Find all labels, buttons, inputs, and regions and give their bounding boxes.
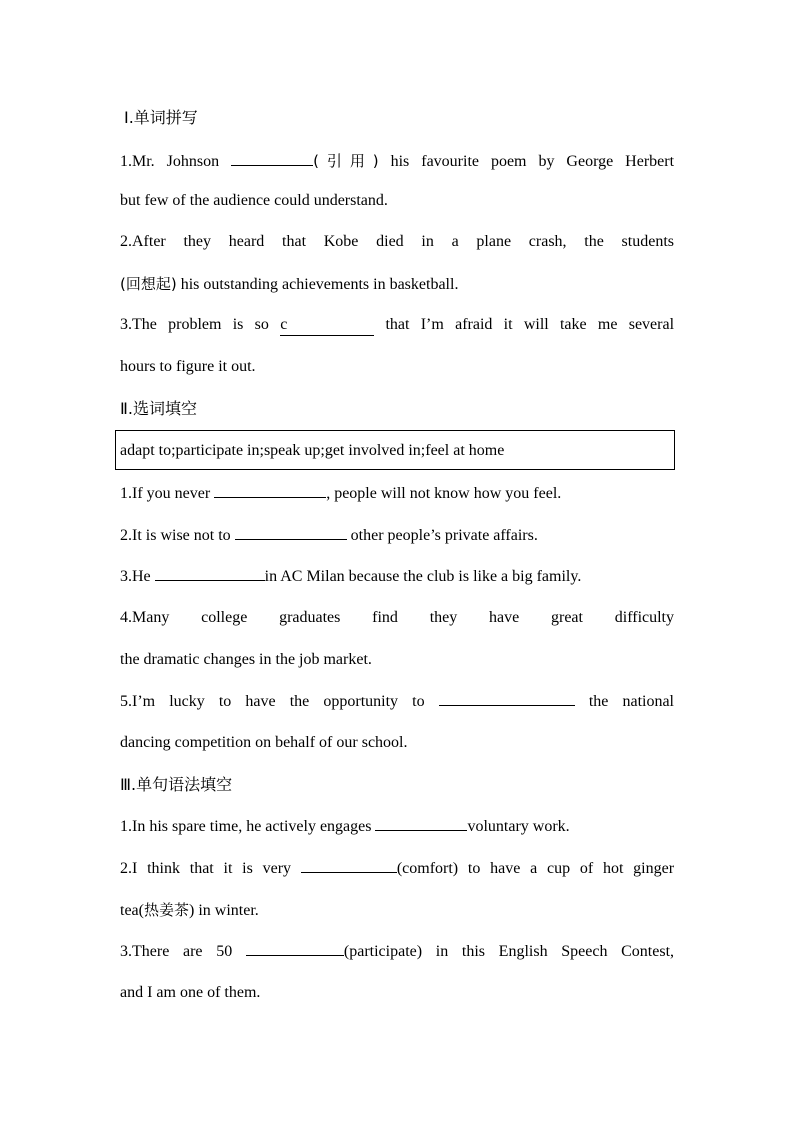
section-2-heading: Ⅱ.选词填空 xyxy=(120,399,197,418)
s1-q1-pre: Mr. Johnson xyxy=(132,153,220,170)
s2-q5-continuation: dancing competition on behalf of our school. xyxy=(120,734,408,751)
s2-q3-blank[interactable] xyxy=(155,566,265,581)
s2-question-5 xyxy=(120,691,674,712)
s2-q2-post: other people’s private affairs. xyxy=(350,527,538,544)
s2-q5-post: the national xyxy=(588,693,675,710)
word-bank-box xyxy=(115,430,675,470)
s3-q3-hint: (participate) xyxy=(343,943,423,960)
s3-q1-blank[interactable] xyxy=(375,816,467,831)
s2-q4-continuation: the dramatic changes in the job market. xyxy=(120,651,372,668)
section-3-heading: Ⅲ.单句语法填空 xyxy=(120,775,233,794)
s2-q3-pre: 3.He xyxy=(120,568,151,585)
s1-q1-hint: (引用) xyxy=(313,152,379,170)
s3-q1-pre: 1.In his spare time, he actively engages xyxy=(120,818,372,835)
s2-q2-pre: 2.It is wise not to xyxy=(120,527,231,544)
s3-q2-pre: 2.I think that it is very xyxy=(120,860,292,877)
s3-q2-blank[interactable] xyxy=(301,858,397,873)
s1-q3-blank[interactable] xyxy=(280,315,374,336)
s1-q3-post: that I’m afraid it will take me several xyxy=(385,316,675,333)
s1-q2-hint: (回想起) xyxy=(120,275,177,293)
s2-q3-post: in AC Milan because the club is like a big family. xyxy=(264,568,582,585)
s3-q3-pre: 3.There are 50 xyxy=(120,943,233,960)
s2-question-4: 4.Many college graduates find they have great difficulty xyxy=(120,609,674,626)
s1-q1-number: 1. xyxy=(120,153,132,170)
word-bank-text: adapt to;participate in;speak up;get involved in;feel at home xyxy=(120,442,505,459)
s1-q2-line-2 xyxy=(120,274,674,295)
s3-question-3 xyxy=(120,941,674,962)
s2-q1-pre: 1.If you never xyxy=(120,485,211,502)
s3-q2-cont-post: ) in winter. xyxy=(189,902,259,919)
s3-question-1 xyxy=(120,816,674,837)
s1-q3-first-letter: c xyxy=(280,316,288,333)
s1-q1-continuation: but few of the audience could understand. xyxy=(120,192,388,209)
s3-q2-hint: (comfort) xyxy=(396,860,459,877)
s3-q2-post: to have a cup of hot ginger xyxy=(467,860,675,877)
s3-q3-post: in this English Speech Contest, xyxy=(435,943,675,960)
s3-question-2 xyxy=(120,858,674,879)
s1-q1-post: his favourite poem by George Herbert xyxy=(390,153,675,170)
s2-q1-blank[interactable] xyxy=(214,483,326,498)
s1-question-3 xyxy=(120,315,674,336)
s1-question-2: 2.After they heard that Kobe died in a plane crash, the students xyxy=(120,233,674,250)
s1-q3-continuation: hours to figure it out. xyxy=(120,358,256,375)
s2-question-3 xyxy=(120,566,674,587)
s1-q1-blank[interactable] xyxy=(231,151,313,166)
s3-q3-blank[interactable] xyxy=(246,941,344,956)
s2-question-2 xyxy=(120,525,674,546)
s2-question-1 xyxy=(120,483,674,504)
s2-q5-pre: 5.I’m lucky to have the opportunity to xyxy=(120,693,425,710)
s3-q2-continuation xyxy=(120,900,674,921)
s1-question-1 xyxy=(120,151,674,172)
s3-q3-continuation: and I am one of them. xyxy=(120,984,261,1001)
s3-q2-cont-cjk: 热姜茶 xyxy=(143,901,189,919)
s2-q5-blank[interactable] xyxy=(439,691,575,706)
s2-q2-blank[interactable] xyxy=(235,525,347,540)
s3-q1-post: voluntary work. xyxy=(467,818,570,835)
s1-q2-post: his outstanding achievements in basketball. xyxy=(180,276,459,293)
s1-q3-pre: 3.The problem is so xyxy=(120,316,269,333)
section-1-heading: Ⅰ.单词拼写 xyxy=(124,108,198,127)
s3-q2-cont-pre: tea( xyxy=(120,902,144,919)
s2-q1-post: , people will not know how you feel. xyxy=(326,485,562,502)
